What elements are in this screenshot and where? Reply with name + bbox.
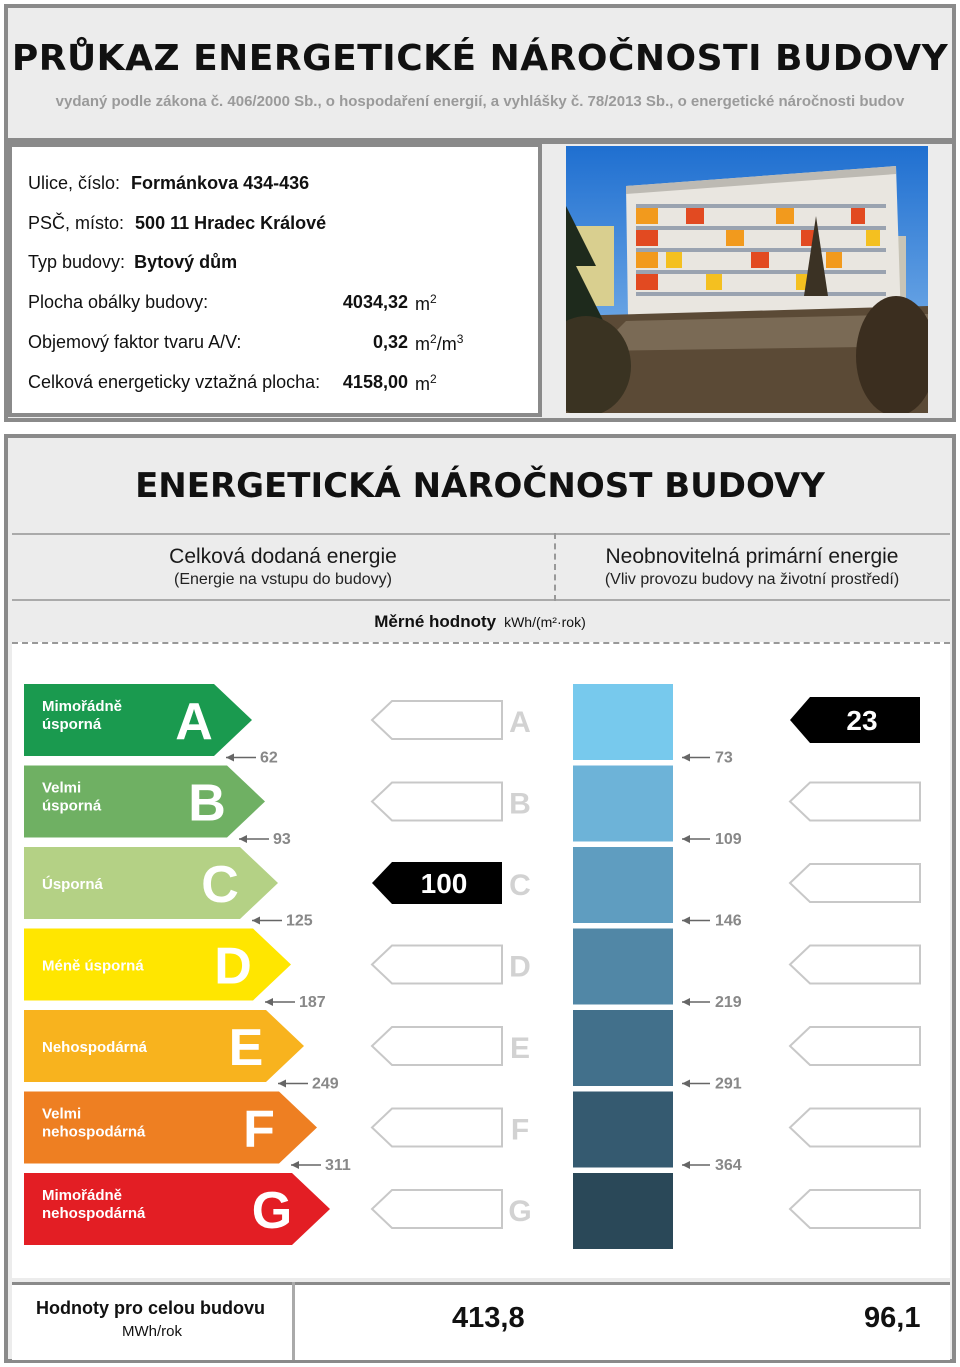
shape-unit: $m^2/m^3$ [415, 332, 464, 354]
type-value: Bytový dům [134, 252, 238, 272]
delivered-class-letter-g: G [508, 1195, 532, 1228]
delivered-arrow-e [372, 1027, 502, 1065]
class-label-a: úsporná [42, 716, 102, 733]
delivered-threshold-1: 62 [260, 749, 278, 767]
totals-label: Hodnoty pro celou budovu [36, 1298, 265, 1318]
delivered-threshold-arrowhead [291, 1161, 299, 1169]
primary-block-d [573, 929, 673, 1005]
primary-arrow-f [790, 1109, 920, 1147]
delivered-threshold-4: 187 [299, 994, 326, 1011]
class-letter-f: F [243, 1100, 275, 1159]
primary-threshold-arrowhead [682, 754, 690, 762]
class-letter-c: C [201, 856, 239, 914]
primary-threshold-1: 73 [715, 749, 733, 767]
delivered-class-letter-e: E [509, 1032, 531, 1065]
col-delivered-title: Celková dodaná energie [169, 545, 397, 568]
primary-block-a [573, 684, 673, 760]
area-value: 4158,00 [342, 372, 408, 392]
page-subtitle: vydaný podle zákona č. 406/2000 Sb., o hospodaření energií, a vyhlášky č. 78/2013 Sb., o energetické náročnosti budov [55, 93, 905, 110]
delivered-result-value: 100 [420, 868, 468, 899]
primary-threshold-5: 291 [715, 1075, 742, 1093]
primary-threshold-arrowhead [682, 1080, 690, 1088]
delivered-class-letter-a: A [509, 706, 531, 739]
envelope-label: Plocha obálky budovy: [28, 292, 209, 312]
delivered-arrow-d [372, 946, 502, 984]
class-letter-a: A [175, 693, 213, 751]
primary-arrow-g [790, 1190, 920, 1228]
class-label-b: Velmi [42, 779, 82, 797]
envelope-unit: $m^2$ [415, 292, 437, 314]
primary-threshold-3: 146 [715, 912, 742, 930]
area-label: Celková energeticky vztažná plocha: [28, 372, 321, 392]
primary-block-e [573, 1010, 673, 1086]
delivered-class-letter-c: C [509, 869, 531, 902]
primary-threshold-2: 109 [715, 831, 742, 848]
primary-arrow-b [790, 783, 920, 821]
street-label: Ulice, číslo: [28, 173, 121, 193]
class-label-g: Mimořádně [42, 1187, 123, 1204]
class-label-d: Méně úsporná [42, 957, 144, 975]
delivered-threshold-arrowhead [252, 917, 260, 925]
delivered-threshold-6: 311 [325, 1157, 351, 1174]
class-letter-b: B [188, 774, 226, 833]
totals-primary-value: 96,1 [864, 1302, 921, 1334]
primary-threshold-arrowhead [682, 917, 690, 925]
primary-block-c [573, 847, 673, 923]
street-value: Formánkova 434-436 [131, 173, 310, 193]
city-label: PSČ, místo: [28, 213, 125, 233]
page-title: PRŮKAZ ENERGETICKÉ NÁROČNOSTI BUDOVY [11, 38, 949, 79]
specific-values-unit: kWh/(m²·rok) [504, 614, 586, 630]
class-label-g: nehospodárná [42, 1205, 146, 1222]
col-primary-sub: (Vliv provozu budovy na životní prostředí) [604, 571, 900, 588]
delivered-class-letter-b: B [509, 787, 531, 821]
delivered-class-letter-f: F [510, 1113, 530, 1147]
type-label: Typ budovy: [28, 252, 126, 272]
class-label-c: Úsporná [42, 876, 103, 893]
delivered-threshold-arrowhead [278, 1080, 286, 1088]
delivered-arrow-b [372, 783, 502, 821]
delivered-arrow-f [372, 1109, 502, 1147]
class-label-e: Nehospodárná [42, 1039, 148, 1056]
delivered-threshold-arrowhead [239, 835, 247, 843]
class-letter-e: E [228, 1019, 264, 1077]
delivered-threshold-arrowhead [265, 998, 273, 1006]
delivered-arrow-g [372, 1190, 502, 1228]
class-label-f: nehospodárná [42, 1123, 146, 1141]
primary-threshold-arrowhead [682, 1161, 690, 1169]
class-letter-d: D [214, 937, 252, 996]
primary-block-f [573, 1092, 673, 1168]
col-delivered-sub: (Energie na vstupu do budovy) [174, 571, 392, 588]
primary-threshold-arrowhead [682, 835, 690, 843]
shape-label: Objemový faktor tvaru A/V: [28, 332, 242, 352]
primary-threshold-6: 364 [715, 1157, 742, 1174]
shape-value: 0,32 [372, 332, 408, 352]
primary-block-g [573, 1173, 673, 1249]
totals-unit: MWh/rok [122, 1323, 182, 1340]
area-unit: $m^2$ [415, 372, 437, 394]
col-primary-title: Neobnovitelná primární energie [605, 545, 899, 568]
specific-values-label: Měrné hodnoty [374, 612, 497, 631]
primary-arrow-d [790, 946, 920, 984]
delivered-arrow-a [372, 701, 502, 739]
delivered-class-letter-d: D [509, 950, 531, 984]
section-title: ENERGETICKÁ NÁROČNOST BUDOVY [135, 466, 825, 506]
delivered-threshold-3: 125 [286, 912, 313, 930]
envelope-value: 4034,32 [342, 292, 408, 312]
primary-result-value: 23 [846, 705, 878, 736]
totals-divider [292, 1282, 295, 1360]
class-label-b: úsporná [42, 797, 102, 815]
class-letter-g: G [251, 1182, 293, 1240]
class-label-a: Mimořádně [42, 698, 123, 715]
class-label-f: Velmi [42, 1105, 82, 1123]
delivered-threshold-2: 93 [273, 831, 291, 848]
primary-threshold-4: 219 [715, 994, 742, 1011]
primary-arrow-e [790, 1027, 920, 1065]
primary-arrow-c [790, 864, 920, 902]
totals-delivered-value: 413,8 [452, 1302, 525, 1334]
city-value: 500 11 Hradec Králové [135, 213, 327, 233]
primary-block-b [573, 766, 673, 842]
delivered-threshold-5: 249 [312, 1075, 339, 1093]
delivered-threshold-arrowhead [226, 754, 234, 762]
primary-threshold-arrowhead [682, 998, 690, 1006]
